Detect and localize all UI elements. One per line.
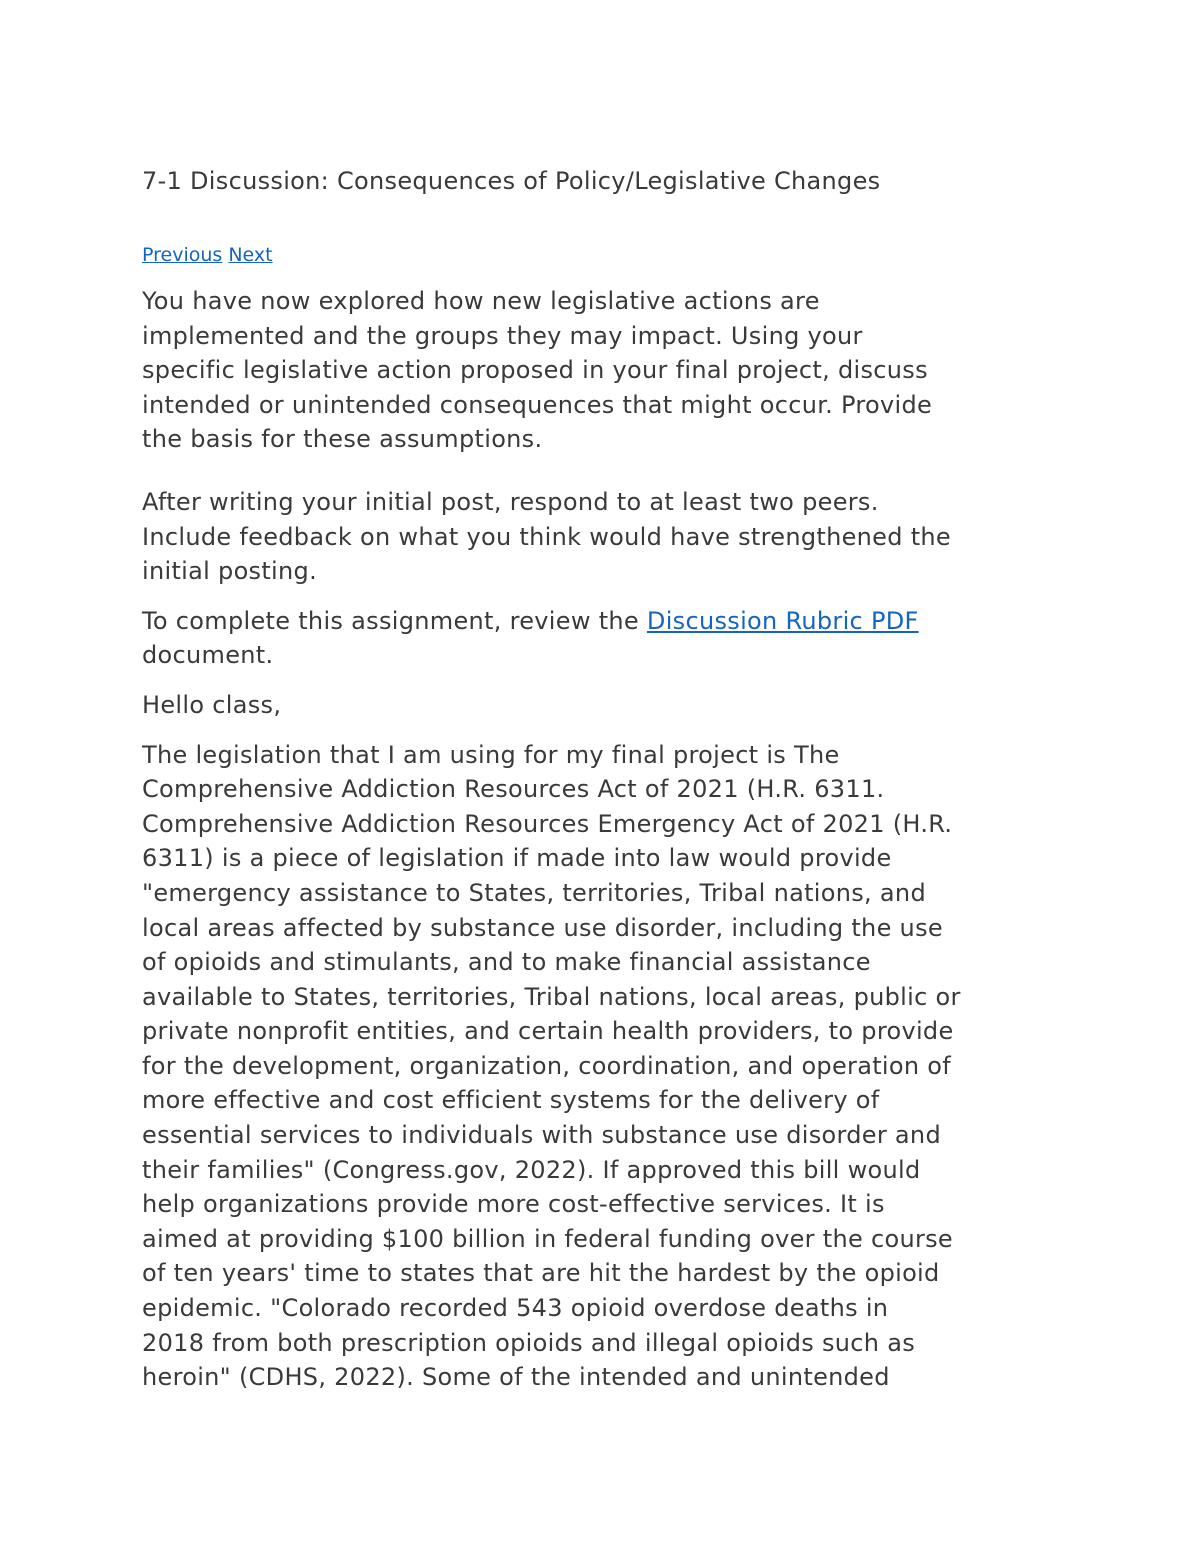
text-line: Include feedback on what you think would have strengthened the bbox=[142, 522, 951, 551]
text-line: Comprehensive Addiction Resources Act of 2021 (H.R. 6311. bbox=[142, 775, 885, 804]
text-line: local areas affected by substance use disorder, including the use bbox=[142, 913, 943, 942]
text-line: implemented and the groups they may impact. Using your bbox=[142, 321, 863, 350]
text-line: for the development, organization, coordination, and operation of bbox=[142, 1051, 952, 1080]
text-line: intended or unintended consequences that might occur. Provide bbox=[142, 390, 933, 419]
next-link[interactable]: Next bbox=[228, 244, 273, 266]
post-greeting bbox=[142, 688, 1062, 723]
text-line: aimed at providing $100 billion in federal funding over the course bbox=[142, 1224, 954, 1253]
text-line: initial posting. bbox=[142, 557, 318, 586]
text-line: document. bbox=[142, 641, 274, 670]
page-title: 7-1 Discussion: Consequences of Policy/Legislative Changes bbox=[142, 167, 881, 195]
text-line: heroin" (CDHS, 2022). Some of the intended and unintended bbox=[142, 1363, 890, 1392]
rubric-intro-text: To complete this assignment, review the bbox=[142, 606, 647, 635]
prompt-paragraph-2 bbox=[142, 485, 1062, 589]
content-body bbox=[142, 284, 1062, 1395]
text-line: essential services to individuals with substance use disorder and bbox=[142, 1121, 941, 1150]
pagination-nav bbox=[142, 242, 273, 268]
text-line: "emergency assistance to States, territories, Tribal nations, and bbox=[142, 878, 926, 907]
text-line: of opioids and stimulants, and to make financial assistance bbox=[142, 948, 871, 977]
post-body bbox=[142, 738, 1062, 1395]
text-line: You have now explored how new legislative actions are bbox=[142, 287, 820, 315]
text-line: After writing your initial post, respond to at least two peers. bbox=[142, 487, 879, 516]
prompt-paragraph-3 bbox=[142, 604, 1062, 673]
prompt-paragraph-1 bbox=[142, 284, 1062, 457]
text-line: specific legislative action proposed in your final project, discuss bbox=[142, 356, 928, 385]
text-line bbox=[142, 604, 1062, 639]
text-line: Comprehensive Addiction Resources Emergency Act of 2021 (H.R. bbox=[142, 809, 953, 838]
discussion-rubric-link[interactable]: Discussion Rubric PDF bbox=[646, 606, 919, 635]
text-line: the basis for these assumptions. bbox=[142, 425, 543, 454]
text-line: Hello class, bbox=[142, 690, 282, 719]
text-line: more effective and cost efficient systems for the delivery of bbox=[142, 1086, 880, 1115]
text-line: 6311) is a piece of legislation if made into law would provide bbox=[142, 844, 892, 873]
text-line: their families" (Congress.gov, 2022). If approved this bill would bbox=[142, 1155, 921, 1184]
previous-link[interactable]: Previous bbox=[142, 244, 223, 266]
text-line: 2018 from both prescription opioids and illegal opioids such as bbox=[142, 1328, 916, 1357]
text-line: epidemic. "Colorado recorded 543 opioid overdose deaths in bbox=[142, 1294, 889, 1323]
text-line: of ten years' time to states that are hit the hardest by the opioid bbox=[142, 1259, 940, 1288]
text-line: The legislation that I am using for my final project is The bbox=[142, 740, 840, 769]
text-line: private nonprofit entities, and certain health providers, to provide bbox=[142, 1017, 954, 1046]
text-line: available to States, territories, Tribal nations, local areas, public or bbox=[142, 982, 961, 1011]
text-line: help organizations provide more cost-effective services. It is bbox=[142, 1190, 885, 1219]
